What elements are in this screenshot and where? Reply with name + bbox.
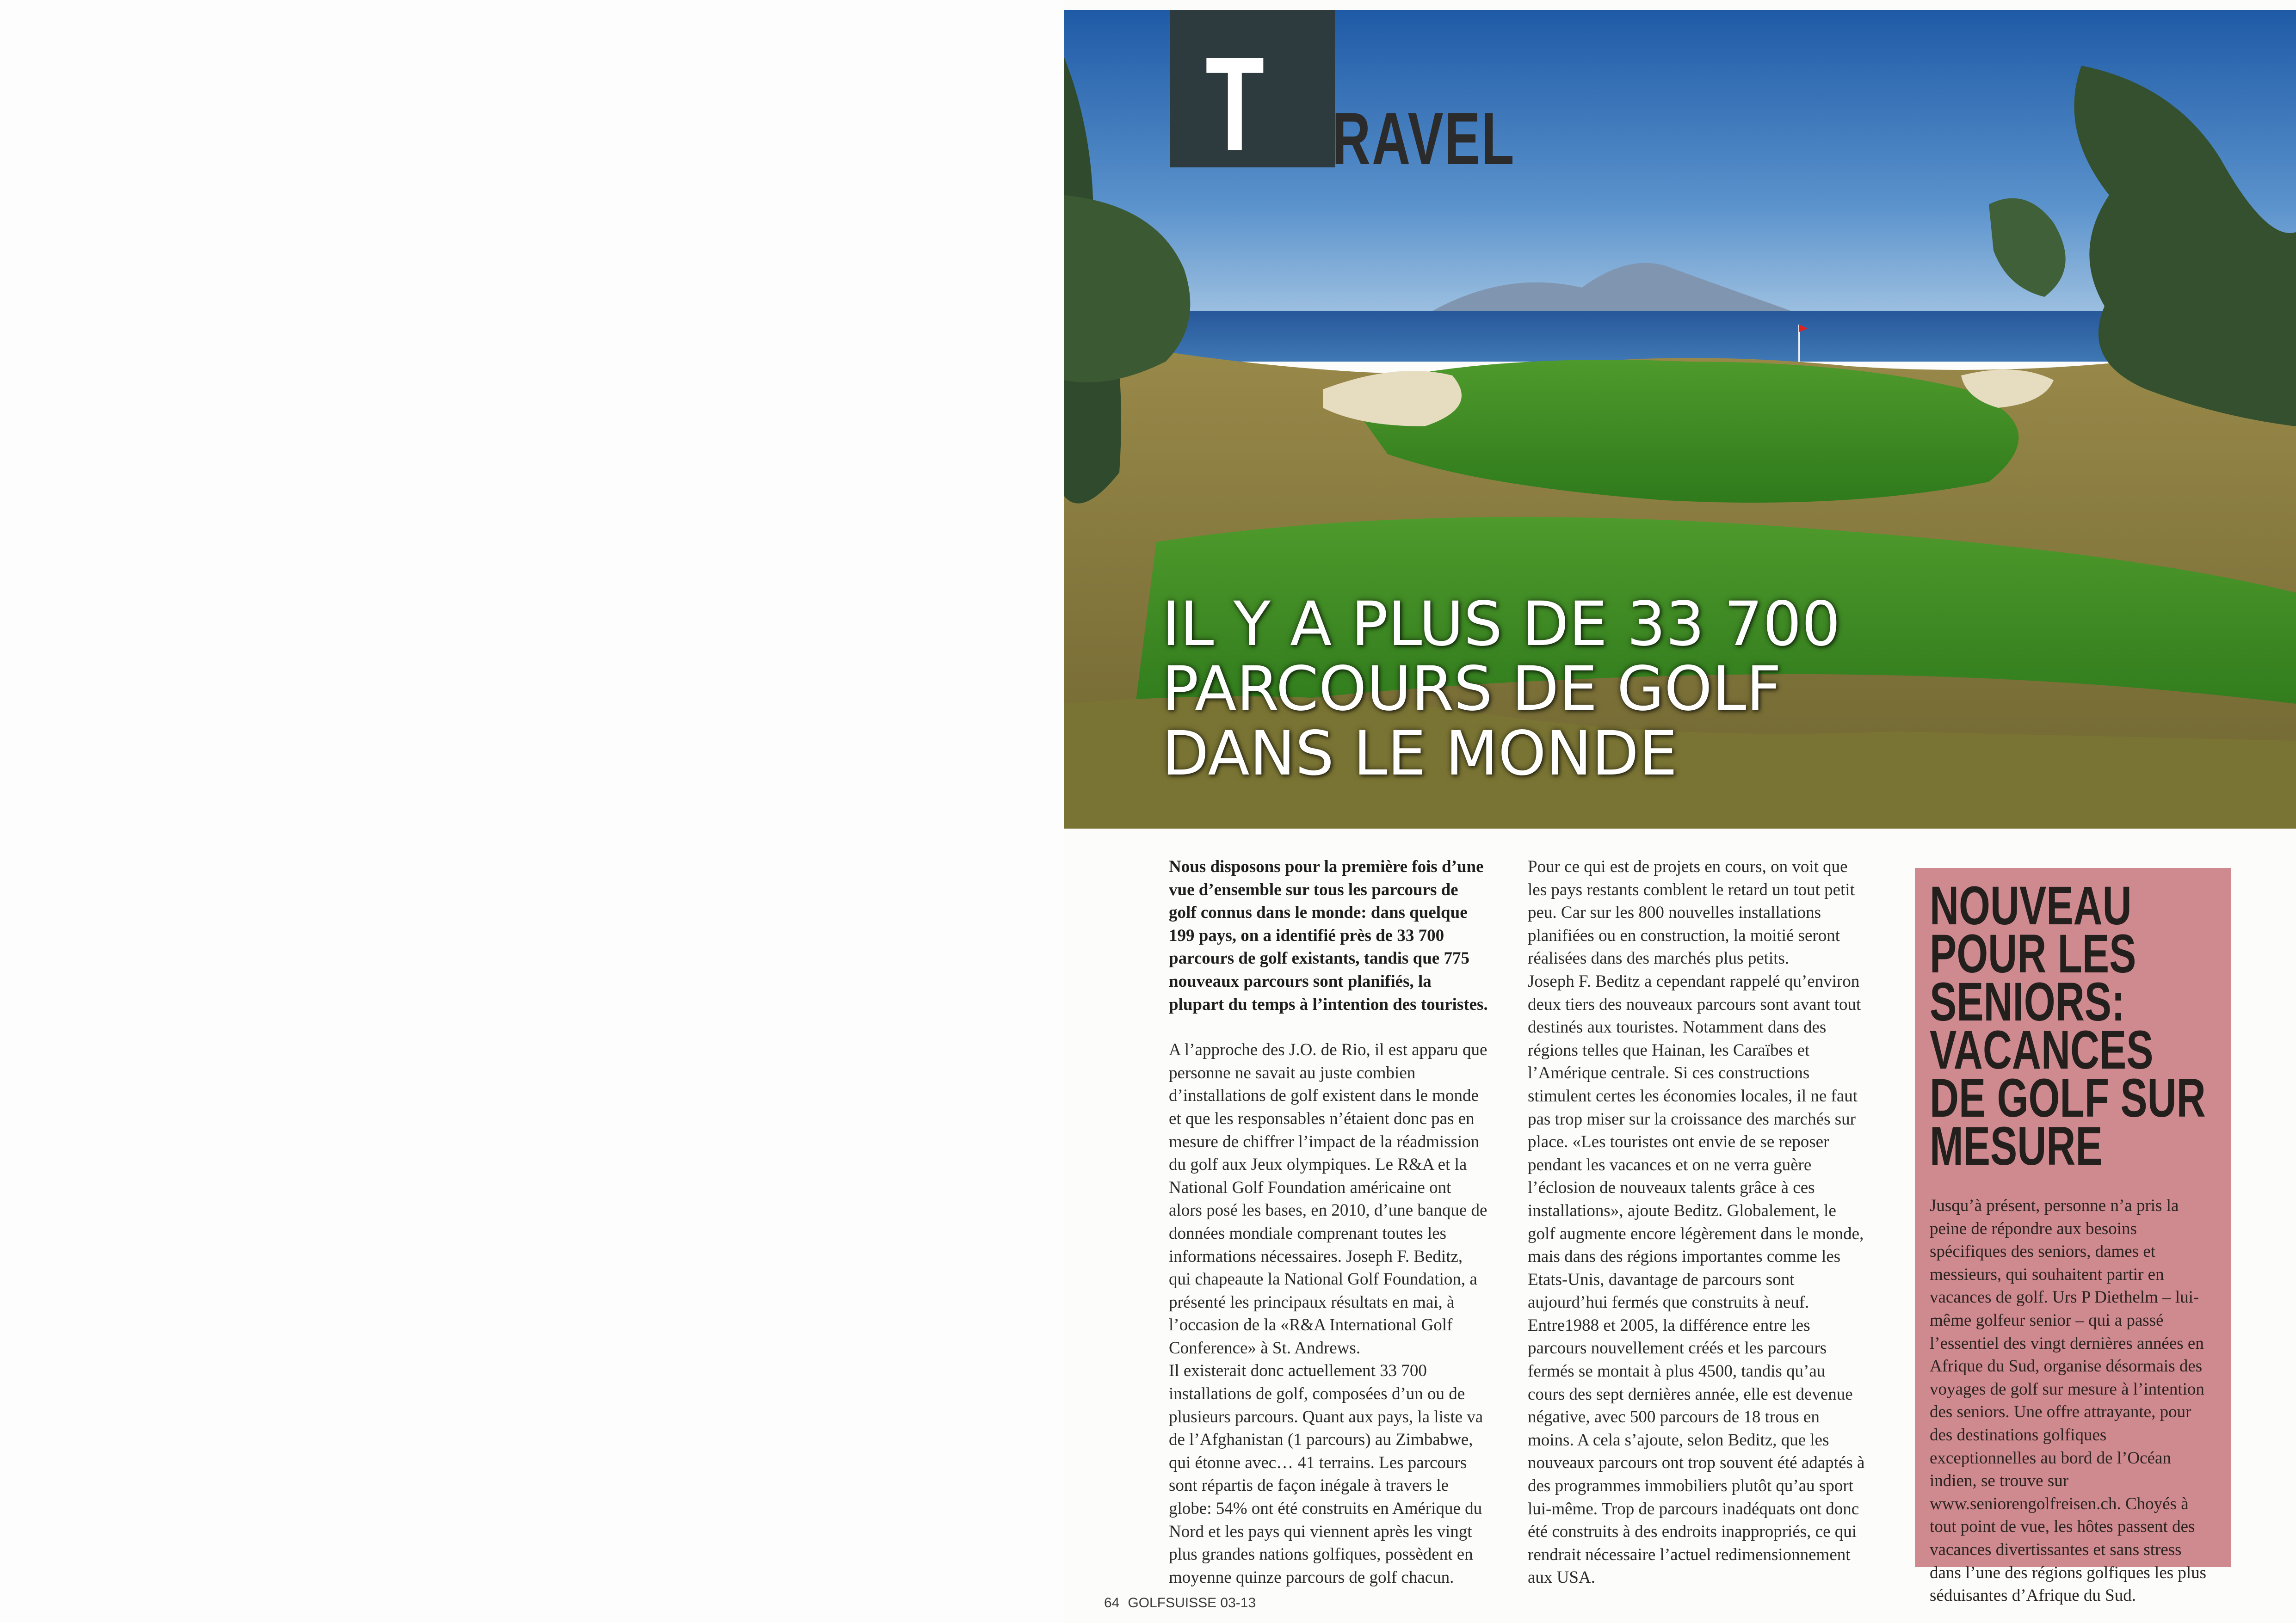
article-column-2 (1528, 855, 1865, 1589)
publication-name: GOLFSUISSE 03-13 (1128, 1595, 1256, 1611)
headline-line-2: PARCOURS DE GOLF (1162, 653, 1782, 725)
section-tag-label: RAVEL (1332, 97, 1516, 180)
article-paragraph: A l’approche des J.O. de Rio, il est apparu que personne ne savait au juste combien d’installations de golf existent dans le monde et que les responsables n’étaient donc pas en mesure de chiffrer l’impact de la réadmission du golf aux Jeux olympiques. Le R&A et la National Golf Foundation américaine ont alors posé les bases, en 2010, d’une banque de données mondiale comprenant toutes les informations nécessaires. Joseph F. Beditz, qui chapeaute la National Golf Foundation, a présenté les principaux résultats en mai, à l’occasion de la «R&A International Golf Conference» à St. Andrews. (1169, 1040, 1487, 1358)
article-paragraph: Il existerait donc actuellement 33 700 installations de golf, composées d’un ou de plusieurs parcours. Quant aux pays, la liste va de l’Afghanistan (1 parcours) au Zimbabwe, qui étonne avec… 41 terrains. Les parcours sont répartis de façon inégale à travers le globe: 54% ont été construits en Amérique du Nord et les pays qui viennent après les vingt plus grandes nations golfiques, possèdent en moyenne quinze parcours de golf chacun. (1169, 1361, 1483, 1587)
article-paragraph: Pour ce qui est de projets en cours, on voit que les pays restants comblent le retard un tout petit peu. Car sur les 800 nouvelles installations planifiées ou en construction, la moitié seront réalisées dans des marchés plus petits. (1528, 857, 1855, 968)
article-paragraph: Joseph F. Beditz a cependant rappelé qu’environ deux tiers des nouveaux parcours sont avant tout destinés aux touristes. Notamment dans des régions telles que Hainan, les Caraïbes et l’Amérique centrale. Si ces constructions stimulent certes les économies locales, il ne faut pas trop miser sur la croissance des marchés sur place. «Les touristes ont envie de se reposer pendant les vacances et on ne verra guère l’éclosion de nouveaux talents grâce à ces installations», ajoute Beditz. Globalement, le golf augmente encore légèrement dans le monde, mais dans des régions importantes comme les Etats-Unis, davantage de parcours sont aujourd’hui fermés que construits à neuf. (1528, 971, 1864, 1312)
headline-line-3: DANS LE MONDE (1162, 718, 1678, 789)
headline-line-1: IL Y A PLUS DE 33 700 (1162, 589, 1841, 660)
section-tag-initial: T (1205, 29, 1265, 179)
sidebar-body: Jusqu’à présent, personne n’a pris la peine de répondre aux besoins spécifiques des seniors, dames et messieurs, qui souhaitent partir en vacances de golf. Urs P Diethelm – lui-même golfeur senior – qui a passé l’essentiel des vingt dernières années en Afrique du Sud, organise désormais des voyages de golf sur mesure à l’intention des seniors. Une offre attrayante, pour des destinations golfiques exceptionnelles au bord de l’Océan indien, se trouve sur www.seniorengolfreisen.ch. Choyés à tout point de vue, les hôtes passent des vacances divertissantes et sans stress dans l’une des régions golfiques les plus séduisantes d’Afrique du Sud. (1930, 1196, 2207, 1605)
article-column-1 (1169, 855, 1488, 1589)
article-lede: Nous disposons pour la première fois d’une vue d’ensemble sur tous les parcours de golf connus dans le monde: dans quelque 199 pays, on a identifié près de 33 700 parcours de golf existants, tandis que 775 nouveaux parcours sont planifiés, la plupart du temps à l’intention des touristes. (1169, 857, 1488, 1014)
blank-left-page (0, 0, 1064, 1623)
page-number: 64 (1104, 1595, 1120, 1611)
page-footer (1104, 1595, 1264, 1611)
article-paragraph: Entre1988 et 2005, la différence entre les parcours nouvellement créés et les parcours fermés se montait à plus 4500, tandis qu’au cours des sept dernières année, elle est devenue négative, avec 500 parcours de 18 trous en moins. A cela s’ajoute, selon Beditz, que les nouveaux parcours ont trop souvent été adaptés à des programmes immobiliers plutôt qu’au sport lui-même. Trop de parcours inadéquats ont donc été construits à des endroits inappropriés, ce qui rendrait nécessaire l’actuel redimensionnement aux USA. (1528, 1316, 1865, 1587)
sidebar-title: NOUVEAU POUR LES SENIORS: VACANCES DE GOLF SUR MESURE (1930, 875, 2206, 1177)
headline (1162, 589, 1994, 789)
sidebar-box (1915, 868, 2231, 1605)
